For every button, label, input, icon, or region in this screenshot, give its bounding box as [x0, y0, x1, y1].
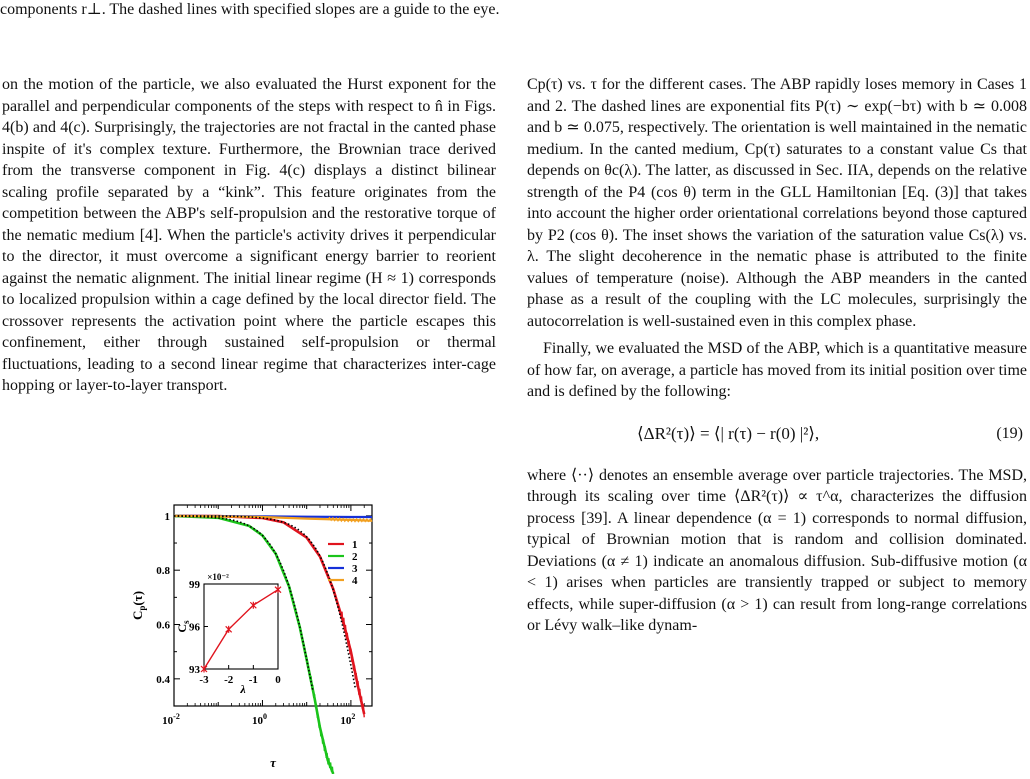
autocorrelation-paragraph: Cp(τ) vs. τ for the different cases. The ABP rapidly loses memory in Cases 1 and 2. The dashed lines are exponential fits P(τ) ∼ exp(−bτ) with b ≃ 0.008 and b ≃ 0.075, respectively. The orientation is well maintained in the nematic medium. In the canted medium, Cp(τ) saturates to a constant value Cs that depends on θc(λ). The latter, as discussed in Sec. IIA, depends on the relative strength of the P4 (cos θ) term in the GLL Hamiltonian [Eq. (3)] that takes into account the higher order orientational correlations beyond those captured by P2 (cos θ). The inset shows the variation of the saturation value Cs(λ) vs. λ. The slight decoherence in the nematic phase is attributed to the finite values of temperature (noise). Although the ABP meanders in the canted phase as a result of the coupling with the LC molecules, surprisingly the autocorrelation is well-sustained even in this complex phase.: [527, 76, 1027, 330]
inset-x-tick-label: -1: [248, 674, 258, 686]
x-tick-exponent: -2: [173, 712, 180, 721]
legend-label-3: 3: [352, 563, 358, 575]
x-tick-label: $10^0$: [251, 712, 267, 727]
autocorrelation-figure: [128, 497, 400, 774]
inset-y-tick-label: 99: [189, 579, 200, 591]
equation-19: [527, 417, 1027, 455]
x-tick-exponent: 0: [262, 712, 267, 721]
x-axis-label: τ: [270, 755, 276, 770]
y-axis-label: [130, 591, 147, 620]
x-tick-label: $10^{-2}$: [162, 712, 180, 727]
legend-label-4: 4: [352, 575, 358, 587]
inset-y-label-main: C: [175, 623, 189, 633]
legend-label-2: 2: [352, 551, 358, 563]
inset-x-tick-label: -2: [224, 674, 234, 686]
y-tick-label: 0.4: [156, 673, 170, 686]
y-tick-label: 0.8: [156, 565, 170, 578]
left-column: [2, 74, 496, 397]
legend-label-1: 1: [352, 539, 358, 551]
x-tick-label: $10^2$: [340, 712, 356, 727]
y-axis-label-arg: (τ): [130, 590, 145, 606]
hurst-paragraph: on the motion of the particle, we also evaluated the Hurst exponent for the parallel and perpendicular components of the steps with respect to n̂ in Figs. 4(b) and 4(c). Surprisingly, the trajectories are not fractal in the canted phase inspite of it's complex texture. Furthermore, the Brownian trace derived from the transverse component in Fig. 4(c) displays a distinct bilinear scaling profile separated by a “kink”. This feature originates from the competition between the ABP's self-propulsion and the restorative torque of the nematic medium [4]. When the particle's activity drives it perpendicular to the director, it must overcome a significant energy barrier to reorient against the nematic alignment. The initial linear regime (H ≈ 1) corresponds to localized propulsion within a cage defined by the local director field. The crossover represents the activation point where the particle escapes this confinement, either through sustained self-propulsion or thermal fluctuations, leading to a second linear regime that characterizes inter-cage hopping or layer-to-layer transport.: [2, 76, 496, 394]
inset-y-axis-label: [175, 620, 191, 633]
right-column: [527, 74, 1027, 637]
y-tick-label: 0.6: [156, 619, 170, 632]
y-axis-label-main: C: [130, 610, 145, 621]
x-tick-exponent: 2: [351, 712, 356, 721]
equation-body: ⟨ΔR²(τ)⟩ = ⟨| r(τ) − r(0) |²⟩,: [637, 423, 820, 443]
y-tick-label: 1: [164, 510, 170, 523]
y-axis-label-sub: p: [137, 605, 147, 611]
inset-x-tick-label: -3: [199, 674, 209, 686]
inset-x-tick-label: 0: [275, 674, 281, 686]
figure-caption-tail: components r⊥. The dashed lines with specified slopes are a guide to the eye.: [0, 1, 500, 18]
inset-y-tick-label: 93: [189, 664, 200, 676]
equation-number: (19): [996, 424, 1023, 442]
series-2-noise: [310, 676, 333, 774]
inset-y-multiplier: ×10⁻²: [207, 572, 229, 582]
inset-y-label-sub: s: [181, 620, 191, 624]
msd-scaling-paragraph: where ⟨··⟩ denotes an ensemble average over particle trajectories. The MSD, through its scaling over time ⟨ΔR²(τ)⟩ ∝ τ^α, characterizes the diffusion process [39]. A linear dependence (α = 1) corresponds to normal diffusion, typical of Brownian motion that is random and collision dominated. Deviations (α ≠ 1) indicate an anomalous diffusion. Sub-diffusive motion (α < 1) arises when particles are transiently trapped or subject to memory effects, while super-diffusion (α > 1) can result from long-range correlations or Lévy walk–like dynam-: [527, 466, 1027, 634]
series-1-noise: [341, 612, 364, 718]
inset-y-tick-label: 96: [189, 621, 200, 634]
msd-intro-paragraph: Finally, we evaluated the MSD of the ABP, which is a quantitative measure of how far, on average, a particle has moved from its initial position over time and is defined by the following:: [527, 340, 1027, 400]
cp-tau-chart: [128, 497, 400, 774]
inset-x-axis-label: λ: [240, 682, 246, 696]
